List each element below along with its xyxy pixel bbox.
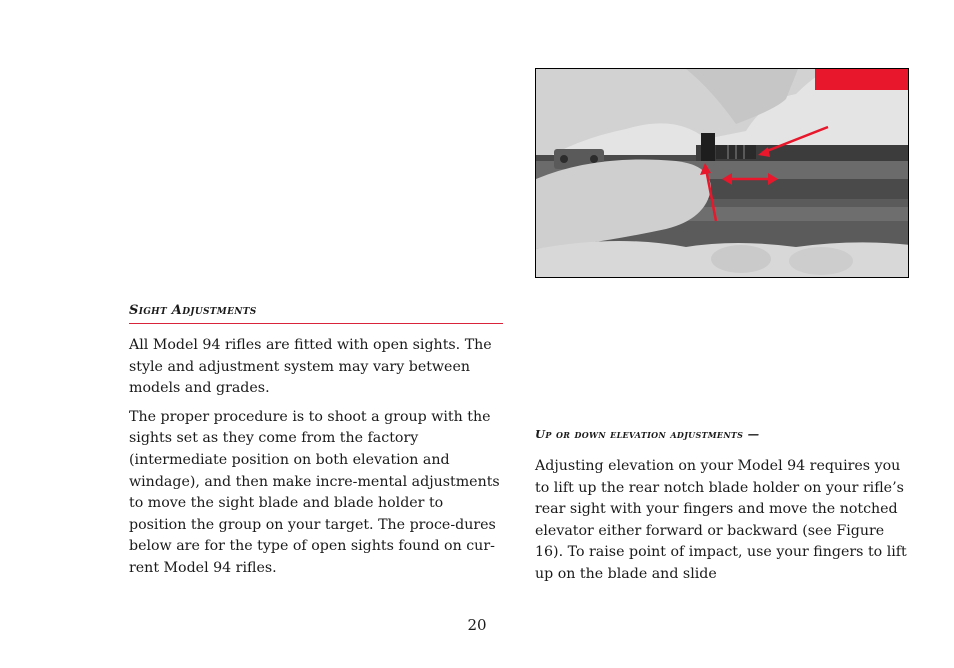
sight-adjustments-section bbox=[129, 302, 503, 580]
section-heading: Sight Adjustments bbox=[129, 302, 503, 324]
elevation-subsection bbox=[535, 426, 909, 586]
elevation-paragraph: Adjusting elevation on your Model 94 requires you to lift up the rear notch blade holder on your rifle’s rear sight with your fingers and move the notched elevator either forward or backward (see Figure 16). To raise point of impact, use your fingers to lift up on the blade and slide bbox=[535, 458, 907, 582]
procedure-paragraph: The proper procedure is to shoot a group with the sights set as they come from the factory (intermediate position on both elevation and windage), and then make incre-mental adjustments to move the sight blade and blade holder to position the group on your target. The proce-dures below are for the type of open sights found on cur-rent Model 94 rifles. bbox=[129, 408, 500, 576]
rear-sight-photo bbox=[535, 68, 909, 278]
intro-paragraph: All Model 94 rifles are fitted with open sights. The style and adjustment system may vary between models and grades. bbox=[129, 337, 492, 397]
subsection-heading: Up or down elevation adjustments — bbox=[535, 427, 760, 441]
red-accent-tab bbox=[815, 69, 908, 90]
page-number: 20 bbox=[467, 616, 487, 634]
rear-sight-illustration bbox=[536, 69, 909, 278]
